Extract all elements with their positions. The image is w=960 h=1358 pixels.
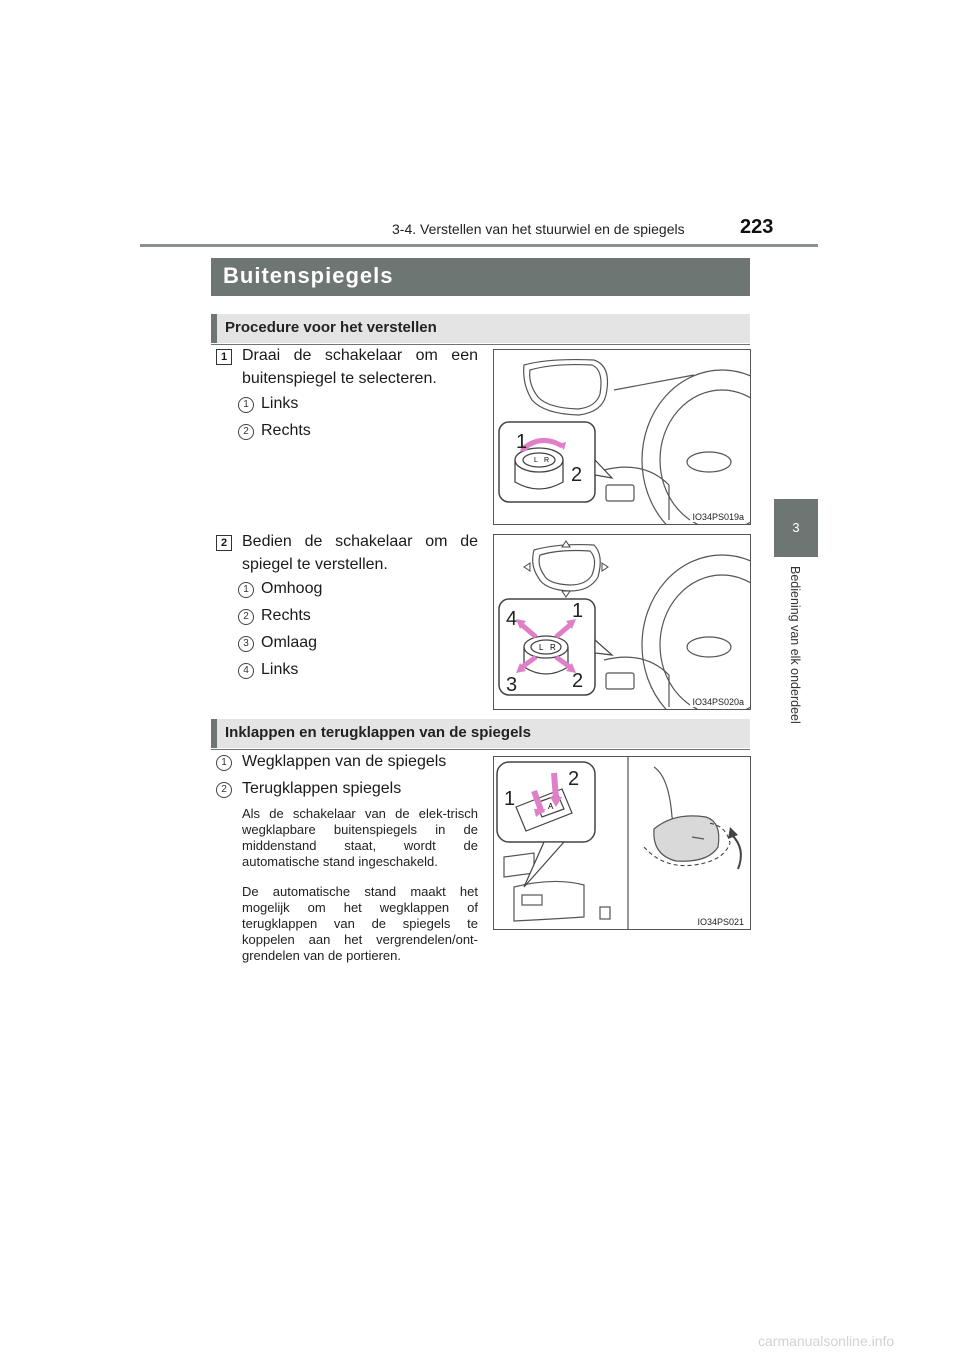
item-number: 4 — [238, 663, 254, 679]
header-rule — [140, 244, 818, 247]
subsection-title-folding: Inklappen en terugklappen van de spiegels — [211, 719, 750, 748]
step-text: Draai de schakelaar om een buitenspiegel te selecteren. — [242, 347, 478, 387]
chapter-label: Bediening van elk onderdeel — [788, 566, 802, 724]
callout-number: 4 — [506, 608, 518, 630]
item-number: 2 — [238, 609, 254, 625]
mirror-select-illustration — [494, 350, 750, 524]
item-number: 1 — [216, 755, 232, 771]
figure-mirror-fold — [493, 756, 751, 930]
item-label: Links — [261, 661, 299, 678]
callout-number: 2 — [572, 670, 584, 692]
callout-number: 1 — [504, 788, 516, 810]
switch-letter: L — [539, 643, 544, 652]
figure-code: IO34PS021 — [697, 917, 744, 927]
item-number: 1 — [238, 582, 254, 598]
subsection-title-procedure: Procedure voor het verstellen — [211, 314, 750, 343]
switch-letter: A — [548, 802, 554, 811]
item-label: Rechts — [261, 607, 311, 624]
chapter-tab: 3 — [774, 499, 818, 557]
callout-number: 2 — [571, 464, 583, 486]
item-label: Links — [261, 395, 299, 412]
running-header: 3-4. Verstellen van het stuurwiel en de spiegels — [392, 221, 685, 237]
page-number: 223 — [740, 216, 774, 238]
callout-number: 1 — [516, 431, 528, 453]
switch-letter: L — [534, 457, 538, 464]
callout-number: 3 — [506, 674, 518, 696]
step-text: Bedien de schakelaar om de spiegel te verstellen. — [242, 533, 478, 573]
item-number: 3 — [238, 636, 254, 652]
step-number: 1 — [216, 349, 232, 365]
section-title: Buitenspiegels — [211, 258, 750, 296]
item-label: Rechts — [261, 422, 311, 439]
item-label: Omlaag — [261, 634, 318, 651]
item-number: 1 — [238, 397, 254, 413]
callout-number: 1 — [572, 600, 584, 622]
item-label: Omhoog — [261, 580, 323, 597]
callout-number: 2 — [568, 768, 580, 790]
item-label: Wegklappen van de spiegels — [242, 753, 447, 770]
item-number: 2 — [238, 424, 254, 440]
item-number: 2 — [216, 782, 232, 798]
figure-mirror-adjust — [493, 534, 751, 710]
note-paragraph: Als de schakelaar van de elek-trisch wegklapbare buitenspiegels in de middenstand staat, wordt de automatische stand ingeschakeld. — [242, 806, 478, 869]
figure-mirror-select — [493, 349, 751, 525]
switch-letter: R — [550, 643, 556, 652]
switch-letter: R — [544, 457, 550, 464]
figure-code: IO34PS020a — [692, 697, 744, 707]
figure-code: IO34PS019a — [692, 512, 744, 522]
step-number: 2 — [216, 535, 232, 551]
item-label: Terugklappen spiegels — [242, 780, 402, 797]
mirror-adjust-illustration — [494, 535, 750, 709]
watermark: carmanualsonline.info — [758, 1333, 895, 1349]
note-paragraph: De automatische stand maakt het mogelijk om het wegklappen of terugklappen van de spiegels te koppelen aan het vergrendelen/ont-grendelen van de portieren. — [242, 884, 478, 963]
mirror-fold-illustration — [494, 757, 750, 929]
